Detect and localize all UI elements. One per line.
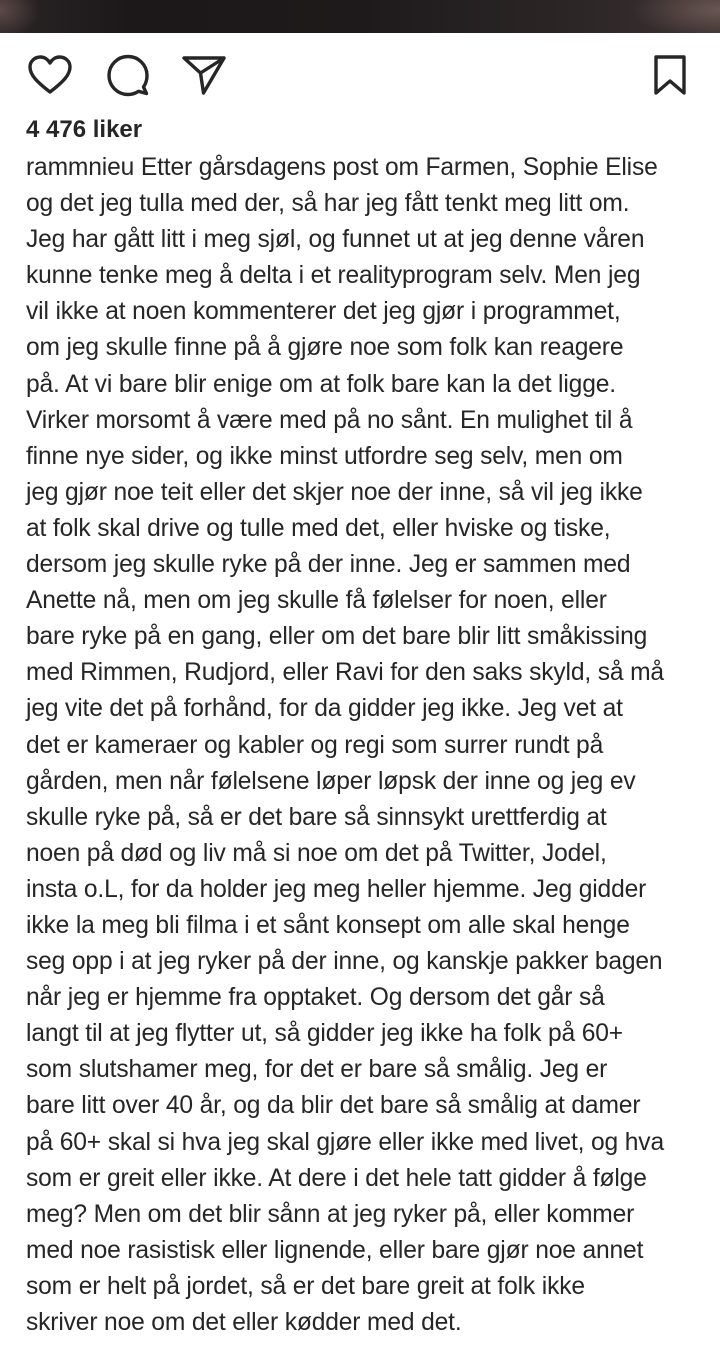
comment-button[interactable] [104,53,152,97]
caption-line: jeg gjør noe teit eller det skjer noe der inne, så vil jeg ikke [26,478,643,506]
caption-line: som er greit eller ikke. At dere i det hele tatt gidder å følge [26,1164,647,1192]
caption-line: med Rimmen, Rudjord, eller Ravi for den saks skyld, så må [26,659,664,687]
caption-line: gården, men når følelsene løper løpsk der inne og jeg ev [26,767,636,795]
caption-line: når jeg er hjemme fra opptaket. Og dersom det går så [26,984,605,1012]
caption-line: bare litt over 40 år, og da blir det bare så smålig at damer [26,1092,641,1120]
likes-count[interactable]: 4 476 liker [26,116,143,143]
caption-line: det er kameraer og kabler og regi som surrer rundt på [26,731,604,759]
caption-line: dersom jeg skulle ryke på der inne. Jeg er sammen med [26,551,631,579]
caption-line: kunne tenke meg å delta i et realityprogram selv. Men jeg [26,262,641,290]
caption-line [26,150,698,186]
caption-line: langt til at jeg flytter ut, så gidder jeg ikke ha folk på 60+ [26,1020,624,1048]
caption-line: skriver noe om det eller kødder med det. [26,1309,462,1336]
save-button[interactable] [646,53,694,97]
caption-line: som er helt på jordet, så er det bare greit at folk ikke [26,1272,585,1300]
caption-line: Jeg har gått litt i meg sjøl, og funnet ut at jeg denne våren [26,226,645,254]
caption-line: Anette nå, men om jeg skulle få følelser for noen, eller [26,587,607,615]
caption-line: seg opp i at jeg ryker på der inne, og kanskje pakker bagen [26,948,663,976]
caption-line: meg? Men om det blir sånn at jeg ryker på, eller kommer [26,1200,635,1228]
caption-line: om jeg skulle finne på å gjøre noe som folk kan reagere [26,334,624,362]
photo-shade [630,0,720,33]
paper-plane-icon [181,54,227,96]
caption-line: noen på død og liv må si noe om det på Twitter, Jodel, [26,839,607,867]
caption-line: finne nye sider, og ikke minst utfordre seg selv, men om [26,442,623,470]
caption-text: Etter gårsdagens post om Farmen, Sophie Elise [140,154,658,181]
caption-line: på 60+ skal si hva jeg skal gjøre eller ikke med livet, og hva [26,1128,664,1156]
caption-line: vil ikke at noen kommenterer det jeg gjør i programmet, [26,298,621,326]
caption-line: ikke la meg bli filma i et sånt konsept om alle skal henge [26,911,630,939]
heart-outline-icon [27,54,73,96]
caption-line: skulle ryke på, så er det bare så sinnsykt urettferdig at [26,803,607,831]
caption-line: jeg vite det på forhånd, for da gidder jeg ikke. Jeg vet at [26,695,623,723]
caption-line: Virker morsomt å være med på no sånt. En mulighet til å [26,406,633,434]
post-photo-bottom-edge[interactable] [0,0,720,33]
share-button[interactable] [180,53,228,97]
caption-line: på. At vi bare blir enige om at folk bare kan la det ligge. [26,370,616,398]
caption-line: bare ryke på en gang, eller om det bare blir litt småkissing [26,623,648,651]
comment-bubble-icon [106,53,150,97]
caption-line: som slutshamer meg, for det er bare så smålig. Jeg er [26,1056,608,1084]
caption-line: insta o.L, for da holder jeg meg heller hjemme. Jeg gidder [26,875,647,903]
photo-shade [0,0,40,33]
bookmark-outline-icon [652,54,688,96]
post-action-bar [0,33,720,113]
caption-line: med noe rasistisk eller lignende, eller bare gjør noe annet [26,1236,644,1264]
like-button[interactable] [26,53,74,97]
caption-line: at folk skal drive og tulle med det, eller hviske og tiske, [26,514,611,542]
caption-line: og det jeg tulla med der, så har jeg fått tenkt meg litt om. [26,190,630,218]
author-username[interactable]: rammnieu [26,154,135,181]
post-caption [26,150,698,1341]
